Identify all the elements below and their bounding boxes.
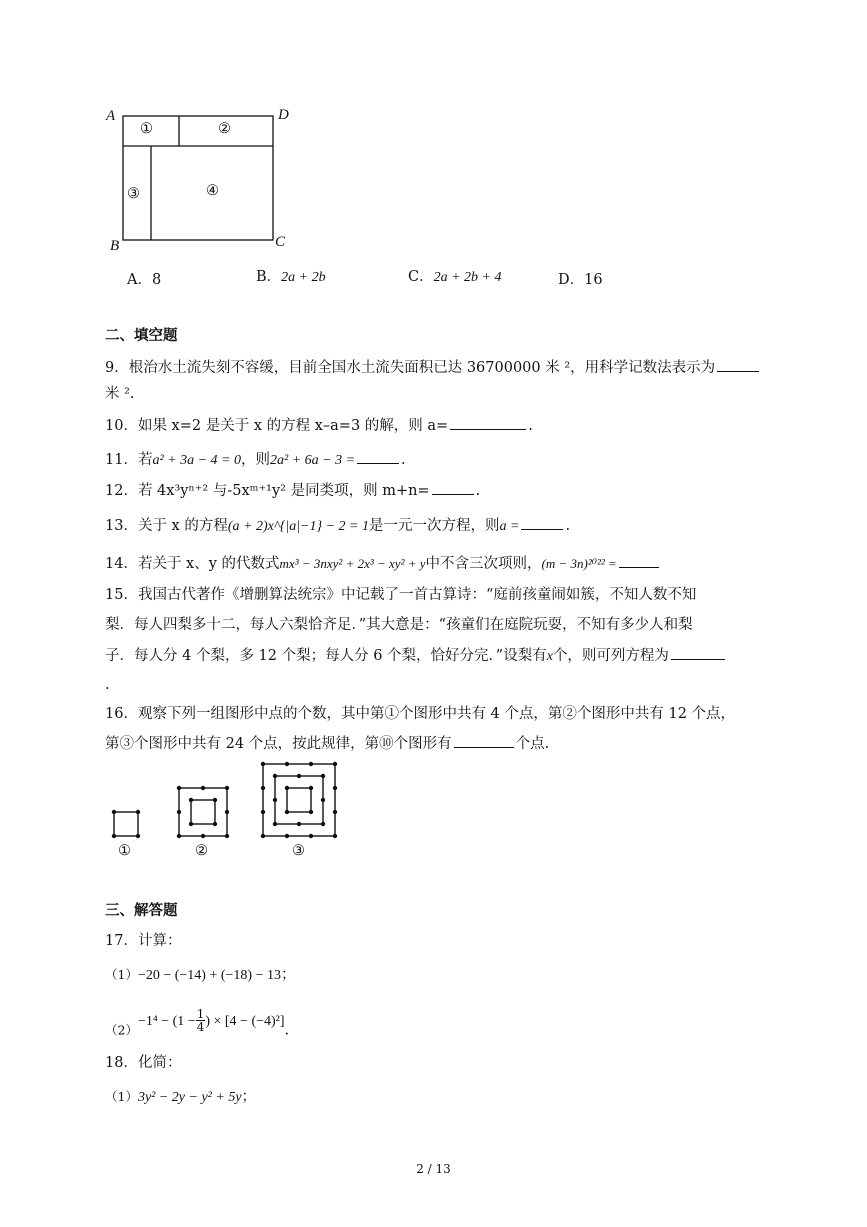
dot — [333, 834, 337, 838]
q17-1-expression: −20 − (−14) + (−18) − 13 — [137, 968, 281, 983]
option-letter: C． — [408, 269, 434, 285]
dot — [112, 834, 116, 838]
fraction-numerator: 1 — [196, 1007, 205, 1021]
dot — [225, 786, 229, 790]
corner-b-label: B — [110, 238, 120, 254]
question-15-line-4: . — [105, 677, 110, 693]
part-label: （1） — [105, 967, 138, 982]
corner-c-label: C — [275, 234, 286, 250]
dot — [177, 810, 181, 814]
question-18-part-1 — [105, 1087, 256, 1108]
dot — [333, 786, 337, 790]
dot — [309, 762, 313, 766]
dot — [213, 822, 217, 826]
dot — [225, 834, 229, 838]
q9-text: 9．根治水土流失刻不容缓，目前全国水土流失面积已达 36700000 米 ²，用科学记数法表示为 — [105, 360, 716, 376]
dot — [201, 834, 205, 838]
q10-text: 10．如果 x=2 是关于 x 的方程 x–a=3 的解，则 a= — [105, 418, 449, 434]
dot — [213, 798, 217, 802]
option-letter: D． — [558, 272, 585, 288]
figure-2-outer-square — [179, 788, 227, 836]
question-17-part-2 — [105, 1007, 290, 1043]
dot — [273, 822, 277, 826]
option-text: 16 — [584, 272, 603, 288]
q13-prefix: 13．关于 x 的方程 — [105, 518, 228, 534]
question-15-line-1: 15．我国古代著作《增删算法统宗》中记载了一首古算诗：“庭前孩童闹如簇，不知人数不知 — [105, 587, 697, 603]
q16-text-end: 个点. — [515, 736, 550, 752]
figure-3-middle-square — [275, 776, 323, 824]
q11-end: . — [401, 452, 406, 468]
dot — [285, 834, 289, 838]
q13-mid: 是一元一次方程，则 — [369, 518, 500, 534]
fraction-one-quarter — [196, 1008, 206, 1033]
option-text: 2a + 2b + 4 — [433, 270, 502, 285]
dot — [261, 810, 265, 814]
corner-d-label: D — [278, 107, 289, 123]
part-end: ； — [241, 1089, 257, 1105]
q12-end: . — [475, 483, 481, 499]
dot — [261, 834, 265, 838]
figure-1-label: ① — [118, 843, 131, 859]
page-number: 2 / 13 — [416, 1162, 451, 1176]
q12-text: 12．若 4x³yⁿ⁺² 与-5xᵐ⁺¹y² 是同类项，则 m+n= — [105, 483, 430, 499]
q13-end: . — [565, 518, 571, 534]
region-3-label: ③ — [127, 186, 140, 202]
dot — [201, 786, 205, 790]
dot — [136, 810, 140, 814]
option-letter: B． — [256, 269, 282, 285]
dot — [285, 762, 289, 766]
section-3-heading: 三、解答题 — [105, 902, 178, 919]
question-9-line-2: 米 ². — [105, 386, 135, 402]
figure-1-square — [114, 812, 138, 836]
q11-expression-1: a² + 3a − 4 = 0 — [152, 453, 241, 468]
region-1-label: ① — [140, 121, 153, 137]
q11-prefix: 11．若 — [105, 452, 153, 468]
q10-end: . — [528, 418, 533, 434]
q14-expression: mx³ − 3nxy² + 2x³ − xy² + y — [279, 556, 426, 571]
q15-text-end: 个，则可列方程为 — [552, 648, 669, 664]
q14-mid: 中不含三次项则， — [425, 556, 542, 572]
dot — [321, 798, 325, 802]
dot — [297, 822, 301, 826]
dot — [261, 762, 265, 766]
part-label: （2） — [105, 1022, 138, 1038]
dot — [321, 822, 325, 826]
option-letter: A． — [127, 272, 152, 288]
dot — [309, 810, 313, 814]
corner-a-label: A — [106, 108, 116, 124]
dot — [225, 810, 229, 814]
section-2-heading: 二、填空题 — [105, 327, 178, 344]
dot — [189, 822, 193, 826]
figure-3-inner-square — [287, 788, 311, 812]
dot — [177, 786, 181, 790]
dot — [136, 834, 140, 838]
question-16-line-1: 16．观察下列一组图形中点的个数，其中第①个图形中共有 4 个点，第②个图形中共有 12 个点， — [105, 706, 736, 722]
dot — [285, 810, 289, 814]
figure-3-label: ③ — [292, 843, 305, 859]
q16-text: 第③个图形中共有 24 个点，按此规律，第⑩个图形有 — [105, 736, 452, 752]
q11-mid: ，则 — [241, 452, 270, 468]
fraction-denominator: 4 — [196, 1020, 205, 1034]
part-end: . — [284, 1022, 290, 1039]
dot — [177, 834, 181, 838]
q13-expression: (a + 2)x^{|a|−1} − 2 = 1 — [227, 519, 369, 534]
question-17-part-1 — [105, 965, 295, 986]
q14-prefix: 14．若关于 x、y 的代数式 — [105, 556, 280, 572]
question-15-line-2: 梨．每人四梨多十二，每人六梨恰齐足．”其大意是：“孩童们在庭院玩耍，不知有多少人和梨 — [105, 617, 693, 633]
dot — [309, 834, 313, 838]
dot — [112, 810, 116, 814]
dot — [285, 786, 289, 790]
question-18: 18．化简： — [105, 1055, 182, 1071]
part-label: （1） — [105, 1089, 138, 1104]
figure-2-label: ② — [195, 843, 208, 859]
dot — [333, 762, 337, 766]
option-text: 2a + 2b — [281, 270, 326, 285]
option-text: 8 — [151, 272, 162, 288]
q18-1-expression: 3y² − 2y − y² + 5y — [137, 1090, 242, 1105]
question-17: 17．计算： — [105, 933, 182, 949]
q17-2-expression-start: −1⁴ − (1 − — [137, 1013, 196, 1029]
q14-expression-2: (m − 3n)²⁰²² = — [541, 556, 617, 571]
figure-2-inner-square — [191, 800, 215, 824]
region-4-label: ④ — [206, 183, 219, 199]
part-end: ； — [280, 967, 296, 983]
q15-variable: x — [546, 649, 553, 664]
q17-2-expression-end: ) × [4 − (−4)²] — [205, 1013, 285, 1029]
dot — [297, 774, 301, 778]
dot — [273, 774, 277, 778]
q13-variable: a = — [499, 519, 520, 534]
dot — [309, 786, 313, 790]
dot — [261, 786, 265, 790]
dot — [189, 798, 193, 802]
q15-text: 子．每人分 4 个梨，多 12 个梨；每人分 6 个梨，恰好分完．”设梨有 — [105, 648, 547, 664]
dot — [273, 798, 277, 802]
region-2-label: ② — [218, 121, 231, 137]
q11-expression-2: 2a² + 6a − 3 = — [270, 453, 356, 468]
dot — [321, 774, 325, 778]
dot — [333, 810, 337, 814]
